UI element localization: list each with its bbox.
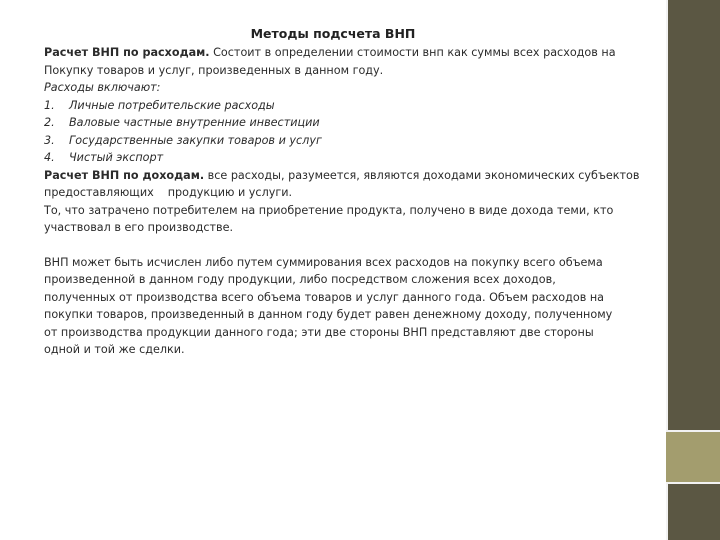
- para4-line: покупки товаров, произведенный в данном году будет равен денежному доходу, полученному: [44, 308, 613, 321]
- list-item: [44, 132, 656, 150]
- list-item: [44, 149, 656, 167]
- para1-heading: Расчет ВНП по расходам.: [44, 46, 210, 59]
- body-text: [44, 44, 656, 359]
- para2-text2a: предоставляющих: [44, 186, 154, 199]
- list-item-number: 4.: [44, 151, 55, 164]
- para1-line1: [44, 44, 656, 62]
- list-item-number: 2.: [44, 116, 55, 129]
- para2-text2b: продукцию и услуги.: [167, 186, 293, 199]
- decorative-sidebar: [666, 0, 720, 540]
- para3-line2: участвовал в его производстве.: [44, 221, 234, 234]
- list-item-text: Чистый экспорт: [69, 151, 164, 164]
- para2-line1: [44, 167, 656, 185]
- list-item-text: Валовые частные внутренние инвестиции: [69, 116, 320, 129]
- para4-line: одной и той же сделки.: [44, 343, 185, 356]
- list-item-text: Государственные закупки товаров и услуг: [69, 133, 322, 147]
- sidebar-accent-block: [666, 432, 720, 482]
- includes-label: Расходы включают:: [44, 81, 161, 94]
- para2-text1: все расходы, разумеется, являются доходами экономических субъектов: [204, 168, 640, 182]
- list-item: [44, 114, 656, 132]
- sidebar-divider: [666, 482, 720, 484]
- para4-line: ВНП может быть исчислен либо путем суммирования всех расходов на покупку всего объема: [44, 255, 603, 269]
- para1-line2: Покупку товаров и услуг, произведенных в данном году.: [44, 63, 384, 77]
- list-item-text: Личные потребительские расходы: [69, 98, 275, 112]
- slide-title: Методы подсчета ВНП: [250, 26, 416, 41]
- list-item-number: 1.: [44, 98, 55, 112]
- para4-line: произведенной в данном году продукции, либо посредством сложения всех доходов,: [44, 273, 556, 286]
- para3-line1: То, что затрачено потребителем на приобретение продукта, получено в виде дохода теми, кто: [44, 203, 614, 217]
- para1-text1: Состоит в определении стоимости внп как суммы всех расходов на: [209, 46, 616, 59]
- list-item: [44, 97, 656, 115]
- para4-line: от производства продукции данного года; эти две стороны ВНП представляют две стороны: [44, 325, 594, 339]
- list-item-number: 3.: [44, 133, 55, 147]
- para4-line: полученных от производства всего объема товаров и услуг данного года. Объем расходов на: [44, 290, 605, 304]
- para2-line2: [44, 184, 656, 202]
- para2-heading: Расчет ВНП по доходам.: [44, 168, 205, 182]
